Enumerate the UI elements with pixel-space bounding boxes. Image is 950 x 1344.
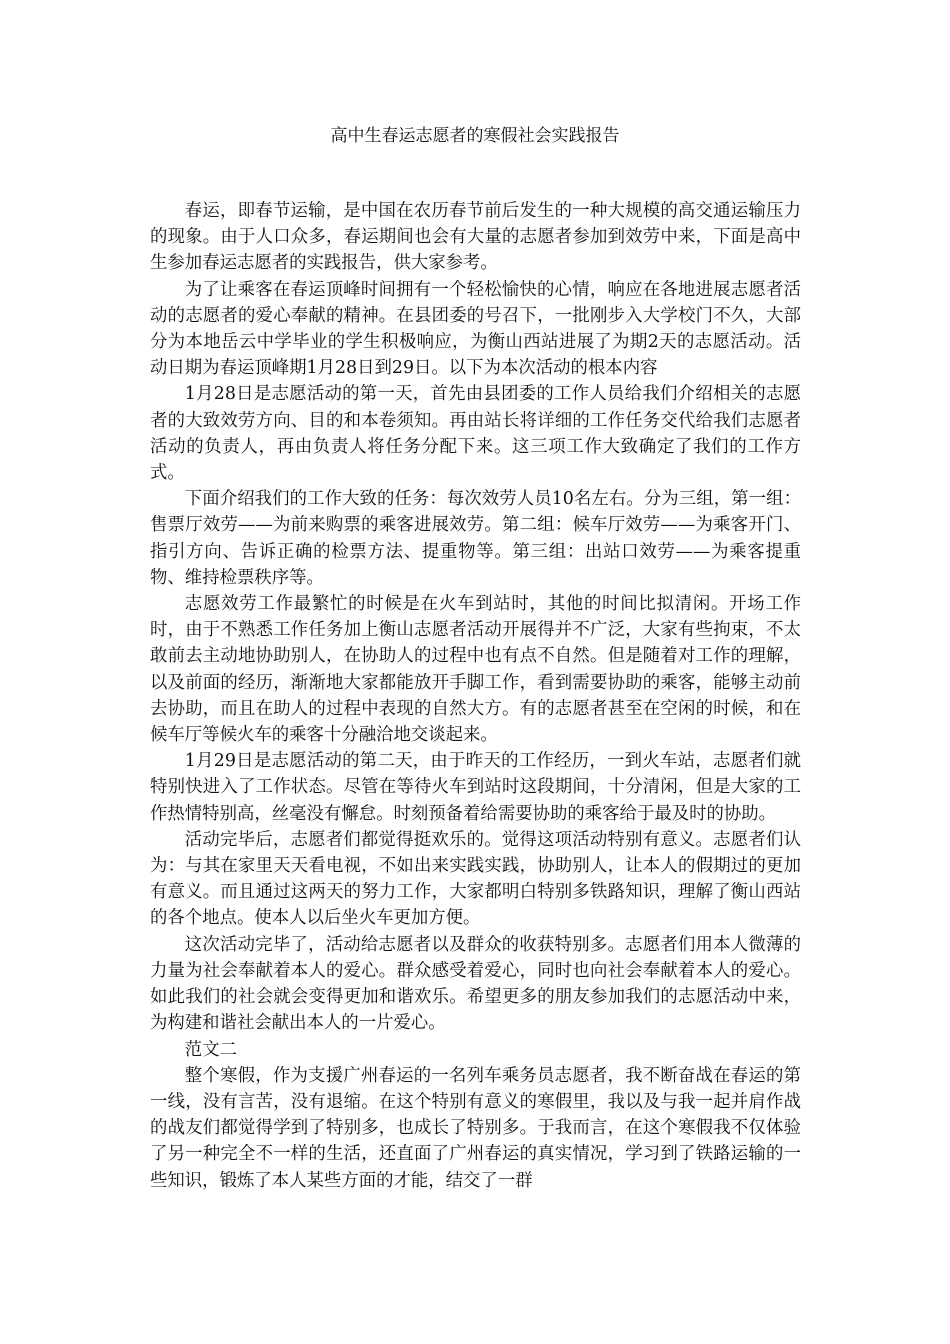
section-heading: 范文二 bbox=[184, 1039, 237, 1060]
paragraph: 1月28日是志愿活动的第一天，首先由县团委的工作人员给我们介绍相关的志愿者的大致效劳方向、目的和本卷须知。再由站长将详细的工作任务交代给我们志愿者活动的负责人，再由负责人将任务分配下来。这三项工作大致确定了我们的工作方式。 bbox=[150, 384, 801, 484]
paragraph: 为了让乘客在春运顶峰时间拥有一个轻松愉快的心情，响应在各地进展志愿者活动的志愿者的爱心奉献的精神。在县团委的号召下，一批刚步入大学校门不久，大部分为本地岳云中学毕业的学生积极响应，为衡山西站进展了为期2天的志愿活动。活动日期为春运顶峰期1月28日到29日。以下为本次活动的根本内容 bbox=[150, 279, 801, 379]
paragraph: 活动完毕后，志愿者们都觉得挺欢乐的。觉得这项活动特别有意义。志愿者们认为：与其在家里天天看电视，不如出来实践实践，协助别人，让本人的假期过的更加有意义。而且通过这两天的努力工作，大家都明白特别多铁路知识，理解了衡山西站的各个地点。使本人以后坐火车更加方便。 bbox=[150, 829, 801, 929]
paragraph: 下面介绍我们的工作大致的任务：每次效劳人员10名左右。分为三组，第一组：售票厅效劳——为前来购票的乘客进展效劳。第二组：候车厅效劳——为乘客开门、指引方向、告诉正确的检票方法、提重物等。第三组：出站口效劳——为乘客提重物、维持检票秩序等。 bbox=[150, 489, 801, 588]
paragraph: 春运，即春节运输，是中国在农历春节前后发生的一种大规模的高交通运输压力的现象。由于人口众多，春运期间也会有大量的志愿者参加到效劳中来，下面是高中生参加春运志愿者的实践报告，供大家参考。 bbox=[150, 201, 801, 274]
paragraph: 1月29日是志愿活动的第二天，由于昨天的工作经历，一到火车站，志愿者们就特别快进入了工作状态。尽管在等待火车到站时这段期间，十分清闲，但是大家的工作热情特别高，丝毫没有懈怠。时刻预备着给需要协助的乘客给于最及时的协助。 bbox=[150, 751, 801, 824]
document-title: 高中生春运志愿者的寒假社会实践报告 bbox=[330, 126, 620, 146]
paragraph: 整个寒假，作为支援广州春运的一名列车乘务员志愿者，我不断奋战在春运的第一线，没有言苦，没有退缩。在这个特别有意义的寒假里，我以及与我一起并肩作战的战友们都觉得学到了特别多，也成长了特别多。于我而言，在这个寒假我不仅体验了另一种完全不一样的生活，还直面了广州春运的真实情况，学习到了铁路运输的一些知识，锻炼了本人某些方面的才能，结交了一群 bbox=[150, 1065, 801, 1191]
paragraph: 这次活动完毕了，活动给志愿者以及群众的收获特别多。志愿者们用本人微薄的力量为社会奉献着本人的爱心。群众感受着爱心，同时也向社会奉献着本人的爱心。如此我们的社会就会变得更加和谐欢乐。希望更多的朋友参加我们的志愿活动中来，为构建和谐社会献出本人的一片爱心。 bbox=[150, 934, 801, 1034]
document-body bbox=[150, 198, 801, 1194]
paragraph: 志愿效劳工作最繁忙的时候是在火车到站时，其他的时间比拟清闲。开场工作时，由于不熟悉工作任务加上衡山志愿者活动开展得并不广泛，大家有些拘束，不太敢前去主动地协助别人，在协助人的过程中也有点不自然。但是随着对工作的理解，以及前面的经历，渐渐地大家都能放开手脚工作，看到需要协助的乘客，能够主动前去协助，而且在助人的过程中表现的自然大方。有的志愿者甚至在空闲的时候，和在候车厅等候火车的乘客十分融洽地交谈起来。 bbox=[150, 594, 801, 746]
